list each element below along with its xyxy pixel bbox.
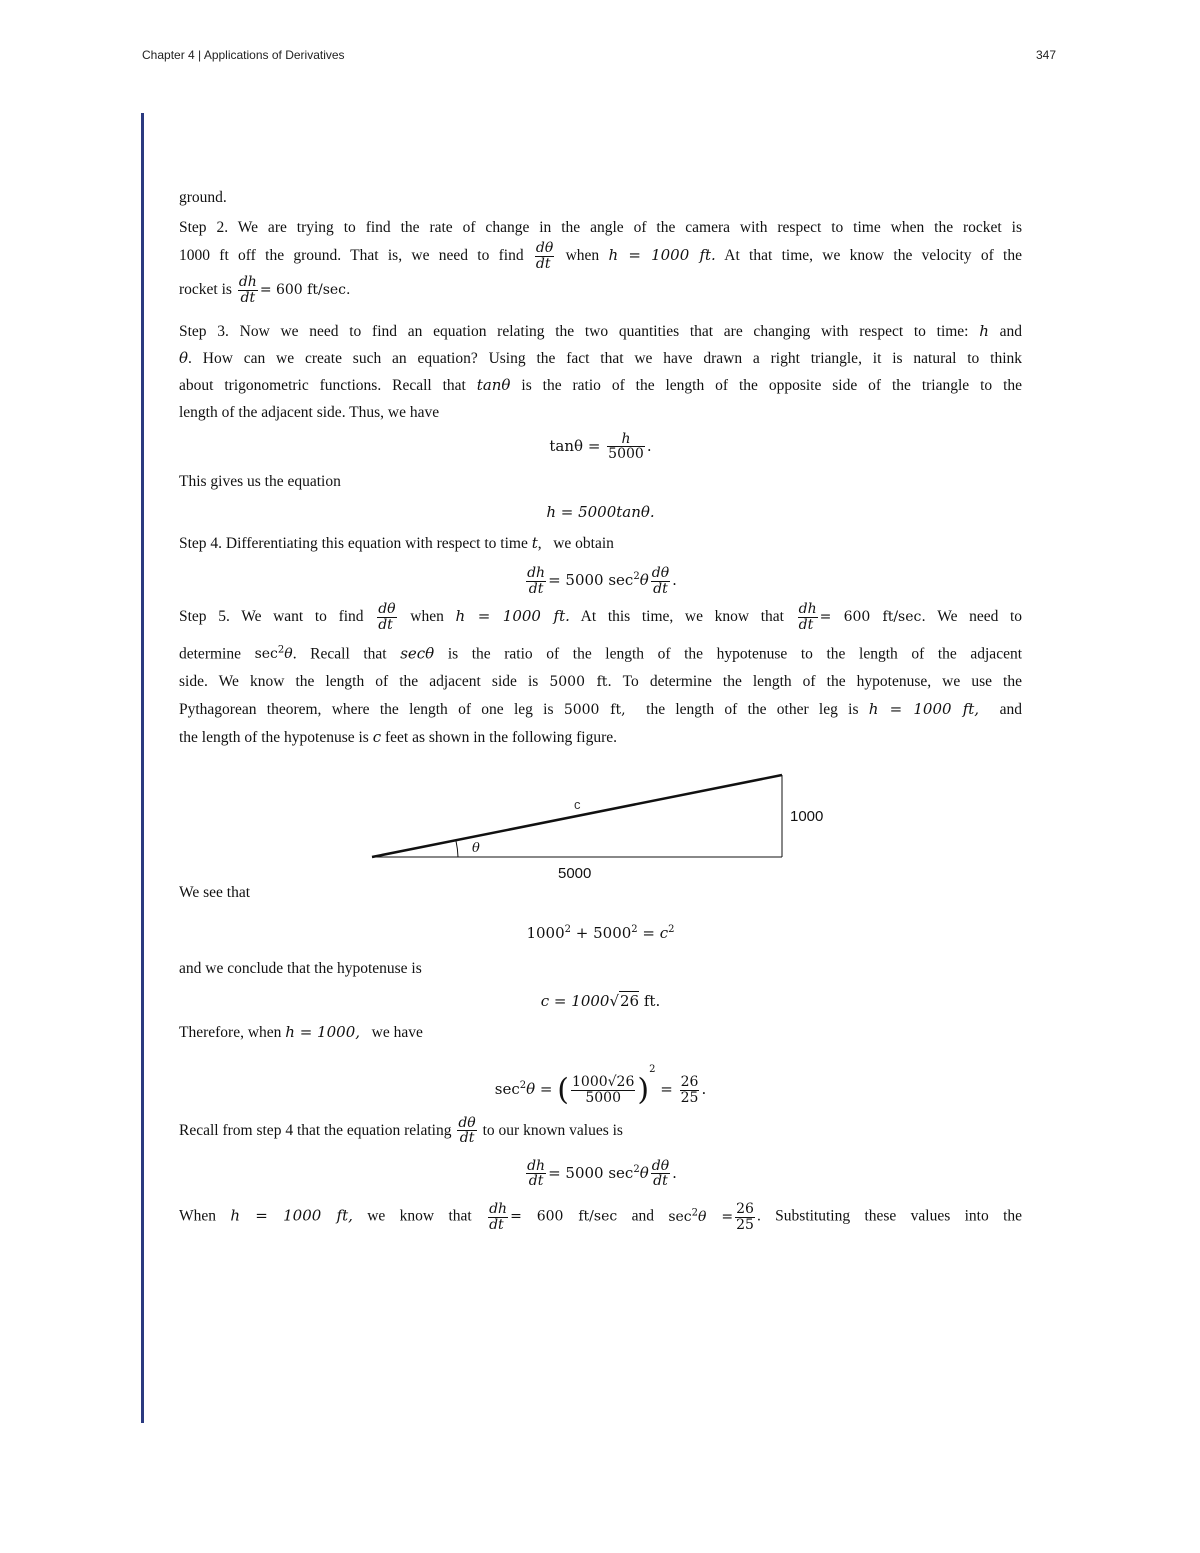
running-header: Chapter 4 | Applications of Derivatives bbox=[142, 48, 345, 62]
paragraph-step3: Step 3. Now we need to find an equation relating the two quantities that are changing with respect to time: h and θ. How can we create such an equation? Using the fact that we have drawn a right triangle, it is natural to think about trigonometric functions. Recall that tanθ is the ratio of the length of the opposite side of the triangle to the length of the adjacent side. Thus, we have bbox=[179, 321, 1023, 421]
equation-derivative: $\frac{dh}{dt}$ = 5000 $\sec^2\theta$ $\frac{d\theta}{dt}$ . bbox=[527, 564, 677, 597]
opposite-label: 1000 bbox=[790, 808, 824, 826]
paragraph-step5: Step 5. We want to find $\frac{d\theta}{dt}$ when h = 1000 ft. At this time, we know that $\frac{dh}{dt}$ = 600 ft/sec. We need to determine $\sec^2\theta$. Recall that secθ is the ratio of the length of the hypotenuse to the length of the adjacent side. We know the length of the adjacent side is 5000 ft. To determine the length of the hypotenuse, we use the Pythagorean theorem, where the length of one leg is 5000 ft, the length of the other leg is h = 1000 ft, and the length of the hypotenuse is c feet as shown in the following figure. bbox=[179, 601, 1023, 747]
angle-arc bbox=[456, 841, 458, 857]
equation-hypotenuse: c = 1000√26 ft. bbox=[540, 992, 661, 1011]
equation-sec-squared: $\sec^2\theta$ = ( $\frac{1000√26}{5000}$ )$^2$ = $\frac{26}{25}$ . bbox=[494, 1064, 707, 1108]
adjacent-label: 5000 bbox=[558, 865, 592, 880]
margin-rule bbox=[141, 113, 144, 1423]
paragraph-recall-step4: Recall from step 4 that the equation relating $\frac{d\theta}{dt}$ to our known values is bbox=[179, 1114, 623, 1147]
equation-h: h = 5000tanθ. bbox=[546, 503, 655, 522]
paragraph-ground: ground. bbox=[179, 189, 227, 206]
paragraph-step2: Step 2. We are trying to find the rate of change in the angle of the camera with respect to time when the rocket is 1000 ft off the ground. That is, we need to find $\frac{d\theta}{dt}$ when h = 1000 ft. At that time, we know the velocity of the rocket is $\frac{dh}{dt}$ = 600 ft/sec. bbox=[179, 219, 1022, 307]
paragraph-step4: Step 4. Differentiating this equation with respect to time t, we obtain bbox=[179, 534, 614, 553]
page-number: 347 bbox=[1036, 48, 1057, 62]
page-body bbox=[179, 184, 1022, 1232]
hypotenuse-line bbox=[372, 775, 782, 857]
equation-pythagorean: $1000^2 + 5000^2 = c^2$ bbox=[526, 924, 675, 943]
triangle-diagram bbox=[179, 751, 1022, 879]
paragraph-substitute: When h = 1000 ft, we know that $\frac{dh}{dt}$ = 600 ft/sec and $\sec^2\theta$ = $\frac{26}{25}$ . Substituting these values into the bbox=[179, 1201, 1023, 1233]
paragraph-we-see: We see that bbox=[179, 884, 251, 902]
right-triangle-figure bbox=[179, 751, 1022, 879]
paragraph-this-gives: This gives us the equation bbox=[179, 473, 341, 491]
hypotenuse-label: c bbox=[574, 797, 581, 813]
equation-tan: tanθ = $\frac{h}{5000}$ . bbox=[549, 430, 652, 463]
equation-derivative-repeat: $\frac{dh}{dt}$ = 5000 $\sec^2\theta$ $\frac{d\theta}{dt}$ . bbox=[527, 1157, 677, 1190]
paragraph-therefore: Therefore, when h = 1000, we have bbox=[179, 1023, 423, 1042]
angle-label: θ bbox=[472, 841, 480, 857]
fraction-dh-dt: $\frac{dh}{dt}$ bbox=[238, 274, 257, 307]
fraction-dtheta-dt: $\frac{d\theta}{dt}$ bbox=[535, 240, 554, 272]
paragraph-conclude: and we conclude that the hypotenuse is bbox=[179, 960, 422, 978]
